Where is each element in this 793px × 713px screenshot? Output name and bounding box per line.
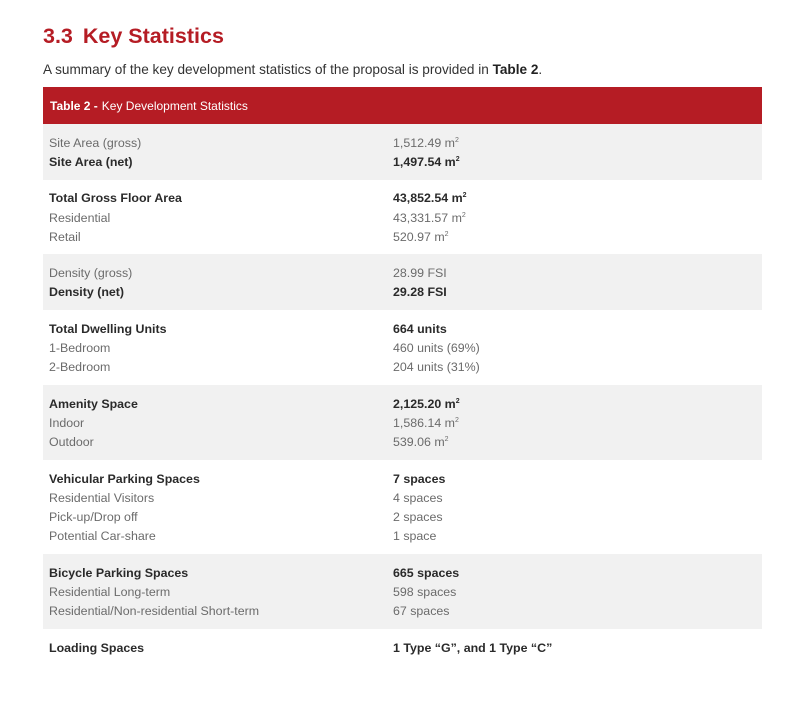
row-label: Total Dwelling Units [49,321,167,336]
table-row [43,602,762,621]
row-value [393,510,762,524]
row-value [393,230,762,244]
row-label: Density (gross) [49,266,133,281]
intro-text: A summary of the key development statistics of the proposal is provided in [43,62,493,77]
table-caption-prefix: Table 2 - [50,98,98,113]
row-label: Residential/Non-residential Short-term [49,604,260,619]
value-text: 664 units [393,321,447,336]
row-label: Residential Visitors [49,490,155,505]
table-row [43,394,762,413]
table-caption [43,87,762,124]
row-label: Indoor [49,415,85,430]
section-number: 3.3 [43,24,73,48]
table-row-group [43,460,762,554]
value-text: 29.28 FSI [393,285,447,300]
table-row [43,469,762,488]
unit-superscript: 2 [444,436,449,444]
intro-text-end: . [538,62,543,77]
table-row [43,263,762,282]
value-text: 2,125.20 m [393,396,456,411]
table-row [43,507,762,526]
table-row [43,152,762,171]
row-value [393,211,762,225]
unit-superscript: 2 [455,155,460,163]
value-text: 4 spaces [393,490,443,505]
table-row-group [43,629,762,665]
table-row [43,189,762,208]
row-value [393,416,762,430]
table-row-group [43,254,762,310]
table-row [43,358,762,377]
table-row-group [43,310,762,385]
table-row-group [43,124,762,180]
row-label: Pick-up/Drop off [49,510,138,525]
value-text: 665 spaces [393,565,460,580]
row-label: Site Area (gross) [49,135,142,150]
row-value [393,491,762,505]
value-text: 2 spaces [393,510,443,525]
value-text: 1,512.49 m [393,135,455,150]
value-text: 1 Type “G”, and 1 Type “C” [393,640,553,655]
row-value [393,472,762,486]
key-statistics-table [43,87,762,665]
section-heading [43,24,224,49]
value-text: 43,331.57 m [393,210,462,225]
row-value [393,585,762,599]
unit-superscript: 2 [461,211,466,219]
unit-superscript: 2 [455,416,459,424]
table-caption-title: Key Development Statistics [101,98,248,113]
table-row [43,283,762,302]
row-label: Bicycle Parking Spaces [49,565,189,580]
row-value [393,604,762,618]
row-value [393,266,762,280]
unit-superscript: 2 [462,192,467,200]
row-label: Total Gross Floor Area [49,191,182,206]
value-text: 7 spaces [393,471,446,486]
table-reference: Table 2 [492,62,539,77]
table-row [43,208,762,227]
row-value [393,285,762,299]
unit-superscript: 2 [444,230,449,238]
row-label: 1-Bedroom [49,341,111,356]
table-row-group [43,180,762,255]
table-row [43,413,762,432]
section-title: Key Statistics [82,24,224,48]
table-row-group [43,554,762,629]
table-row [43,133,762,152]
row-value [393,322,762,336]
row-label: Retail [49,229,81,244]
value-text: 460 units (69%) [393,341,480,356]
row-label: Site Area (net) [49,154,133,169]
row-value [393,360,762,374]
row-value [393,341,762,355]
row-value [393,191,762,205]
row-value [393,435,762,449]
unit-superscript: 2 [455,397,460,405]
value-text: 67 spaces [393,604,450,619]
row-value [393,529,762,543]
table-row [43,582,762,601]
row-value [393,566,762,580]
value-text: 28.99 FSI [393,266,447,281]
value-text: 1,497.54 m [393,154,456,169]
intro-paragraph [43,62,542,77]
row-label: Amenity Space [49,396,138,411]
table-row [43,488,762,507]
row-label: Density (net) [49,285,125,300]
table-body [43,124,762,665]
row-label: Loading Spaces [49,640,145,655]
row-value [393,641,762,655]
value-text: 1 space [393,529,437,544]
value-text: 520.97 m [393,229,445,244]
table-row [43,527,762,546]
table-row [43,563,762,582]
table-row-group [43,385,762,460]
row-label: 2-Bedroom [49,360,111,375]
value-text: 598 spaces [393,584,457,599]
value-text: 1,586.14 m [393,415,455,430]
row-label: Residential Long-term [49,584,171,599]
value-text: 43,852.54 m [393,191,463,206]
unit-superscript: 2 [455,136,459,144]
table-row [43,433,762,452]
table-row [43,338,762,357]
value-text: 539.06 m [393,435,445,450]
row-label: Outdoor [49,435,94,450]
value-text: 204 units (31%) [393,360,480,375]
row-label: Vehicular Parking Spaces [49,471,200,486]
row-label: Potential Car-share [49,529,156,544]
table-row [43,638,762,657]
row-value [393,136,762,150]
row-value [393,397,762,411]
table-row [43,227,762,246]
row-label: Residential [49,210,111,225]
row-value [393,155,762,169]
table-row [43,319,762,338]
